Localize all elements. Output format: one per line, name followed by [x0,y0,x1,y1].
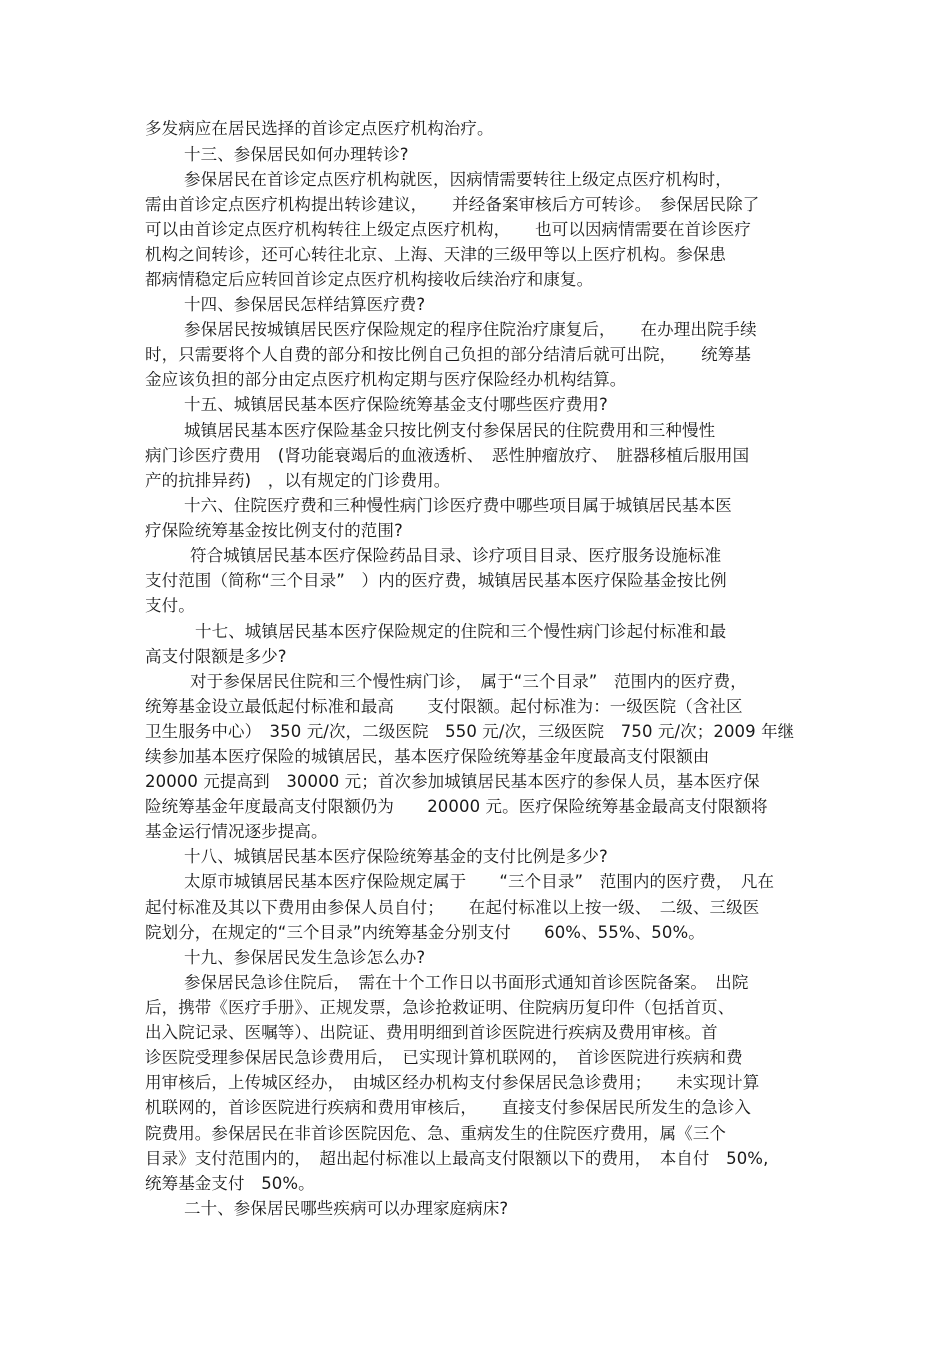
body-line: 产的抗排异药) ，以有规定的门诊费用。 [145,471,451,490]
body-line: 机联网的，首诊医院进行疾病和费用审核后， 直接支付参保居民所发生的急诊入 [145,1098,751,1117]
body-line: 对于参保居民住院和三个慢性病门诊， 属于“三个目录” 范围内的医疗费， [190,672,747,691]
body-line: 20000 元提高到 30000 元；首次参加城镇居民基本医疗的参保人员，基本医疗保 [145,772,760,791]
body-line: 起付标准及其以下费用由参保人员自付； 在起付标准以上按一级、 二级、三级医 [145,898,760,917]
section-heading: 十五、城镇居民基本医疗保险统筹基金支付哪些医疗费用? [184,395,608,414]
section-heading: 十九、参保居民发生急诊怎么办? [184,948,426,967]
body-line: 用审核后，上传城区经办， 由城区经办机构支付参保居民急诊费用； 未实现计算 [145,1073,760,1092]
body-line: 可以由首诊定点医疗机构转往上级定点医疗机构， 也可以因病情需要在首诊医疗 [145,220,751,239]
body-line: 卫生服务中心） 350 元/次，二级医院 550 元/次，三级医院 750 元/次；2009 年继 [145,722,795,741]
body-line: 诊医院受理参保居民急诊费用后， 已实现计算机联网的， 首诊医院进行疾病和费 [145,1048,743,1067]
body-line: 统筹基金设立最低起付标准和最高 支付限额。起付标准为：一级医院（含社区 [145,697,743,716]
body-line: 院费用。参保居民在非首诊医院因危、急、重病发生的住院医疗费用，属《三个 [145,1124,726,1143]
body-line: 符合城镇居民基本医疗保险药品目录、诊疗项目目录、医疗服务设施标准 [190,546,722,565]
body-line: 需由首诊定点医疗机构提出转诊建议， 并经备案审核后方可转诊。 参保居民除了 [145,195,760,214]
section-heading: 二十、参保居民哪些疾病可以办理家庭病床? [184,1199,509,1218]
section-heading: 疗保险统筹基金按比例支付的范围? [145,521,403,540]
body-line: 院划分，在规定的“三个目录”内统筹基金分别支付 60%、55%、50%。 [145,923,705,942]
body-line: 险统筹基金年度最高支付限额仍为 20000 元。医疗保险统筹基金最高支付限额将 [145,797,768,816]
body-line: 都病情稳定后应转回首诊定点医疗机构接收后续治疗和康复。 [145,270,594,289]
body-line: 后，携带《医疗手册》、正规发票，急诊抢救证明、住院病历复印件（包括首页、 [145,998,735,1017]
body-line: 统筹基金支付 50%。 [145,1174,315,1193]
body-line: 目录》支付范围内的， 超出起付标准以上最高支付限额以下的费用， 本自付 50%, [145,1149,769,1168]
body-line: 支付。 [145,596,195,615]
body-line: 续参加基本医疗保险的城镇居民，基本医疗保险统筹基金年度最高支付限额由 [145,747,710,766]
body-line: 太原市城镇居民基本医疗保险规定属于 “三个目录” 范围内的医疗费， 凡在 [184,872,775,891]
body-line: 病门诊医疗费用 (肾功能衰竭后的血液透析、 恶性肿瘤放疗、 脏器移植后服用国 [145,446,750,465]
section-heading: 十三、参保居民如何办理转诊? [184,145,409,164]
body-line: 多发病应在居民选择的首诊定点医疗机构治疗。 [145,119,494,138]
body-line: 城镇居民基本医疗保险基金只按比例支付参保居民的住院费用和三种慢性 [184,421,716,440]
body-line: 基金运行情况逐步提高。 [145,822,328,841]
body-line: 支付范围（简称“三个目录” ）内的医疗费，城镇居民基本医疗保险基金按比例 [145,571,727,590]
body-line: 金应该负担的部分由定点医疗机构定期与医疗保险经办机构结算。 [145,370,627,389]
body-line: 出入院记录、医嘱等）、出院证、费用明细到首诊医院进行疾病及费用审核。首 [145,1023,718,1042]
section-heading: 十七、城镇居民基本医疗保险规定的住院和三个慢性病门诊起付标准和最 [195,622,727,641]
body-line: 机构之间转诊，还可心转往北京、上海、天津的三级甲等以上医疗机构。参保患 [145,245,726,264]
body-line: 参保居民急诊住院后， 需在十个工作日以书面形式通知首诊医院备案。 出院 [184,973,749,992]
body-line: 参保居民在首诊定点医疗机构就医，因病情需要转往上级定点医疗机构时， [184,170,732,189]
section-heading: 高支付限额是多少? [145,647,287,666]
section-heading: 十六、住院医疗费和三种慢性病门诊医疗费中哪些项目属于城镇居民基本医 [184,496,732,515]
body-line: 参保居民按城镇居民医疗保险规定的程序住院治疗康复后， 在办理出院手续 [184,320,757,339]
body-line: 时，只需要将个人自费的部分和按比例自己负担的部分结清后就可出院， 统筹基 [145,345,751,364]
section-heading: 十四、参保居民怎样结算医疗费? [184,295,426,314]
section-heading: 十八、城镇居民基本医疗保险统筹基金的支付比例是多少? [184,847,608,866]
